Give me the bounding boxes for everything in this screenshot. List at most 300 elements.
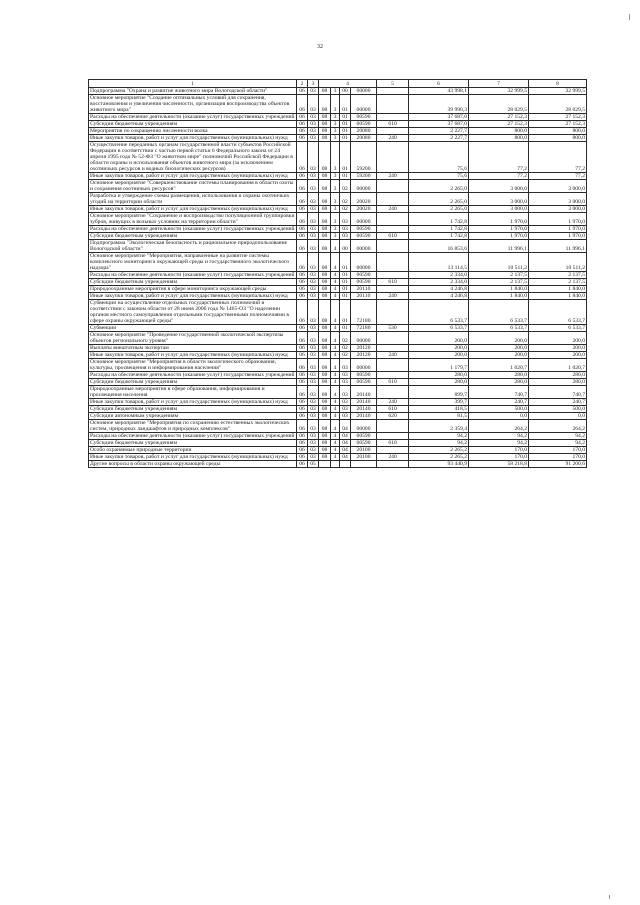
program-code: 08 xyxy=(319,95,331,114)
direction-code: 00590 xyxy=(351,121,377,128)
row-name: Природоохранные мероприятия в сфере образования, информирования и просвещения населения xyxy=(89,386,297,399)
amount-col-8: 240,7 xyxy=(529,399,587,406)
activity-code: 03 xyxy=(340,213,351,226)
expense-type xyxy=(377,300,409,325)
subprogram-code: 4 xyxy=(331,379,340,386)
amount-col-8: 0,0 xyxy=(529,413,587,420)
subprogram-code: 4 xyxy=(331,447,340,454)
amount-col-8: 800,0 xyxy=(529,128,587,135)
scan-edge-mark xyxy=(609,895,610,899)
row-name: Субсидии бюджетным учреждениям xyxy=(89,440,297,447)
subsection-code: 03 xyxy=(308,345,319,352)
row-name: Субсидии бюджетным учреждениям xyxy=(89,379,297,386)
subsection-code: 03 xyxy=(308,386,319,399)
section-code: 06 xyxy=(297,213,308,226)
program-code: 08 xyxy=(319,193,331,206)
activity-code: 02 xyxy=(340,206,351,213)
section-code: 06 xyxy=(297,420,308,433)
amount-col-7: 1 020,7 xyxy=(469,359,529,372)
subprogram-code: 4 xyxy=(331,440,340,447)
activity-code: 01 xyxy=(340,135,351,142)
direction-code: 20080 xyxy=(351,135,377,142)
amount-col-6: 93 440,9 xyxy=(409,461,469,468)
expense-type xyxy=(377,420,409,433)
activity-code: 03 xyxy=(340,413,351,420)
expense-type: 240 xyxy=(377,454,409,461)
amount-col-7: 94,2 xyxy=(469,433,529,440)
direction-code: 20140 xyxy=(351,386,377,399)
table-row xyxy=(89,233,587,240)
row-name: Субвенции xyxy=(89,325,297,332)
subsection-code: 03 xyxy=(308,240,319,253)
direction-code: 72180 xyxy=(351,300,377,325)
activity-code: 01 xyxy=(340,293,351,300)
section-code: 06 xyxy=(297,386,308,399)
amount-col-7: 94,2 xyxy=(469,440,529,447)
section-code: 06 xyxy=(297,325,308,332)
amount-col-6: 2 265,0 xyxy=(409,180,469,193)
table-row xyxy=(89,128,587,135)
section-code: 06 xyxy=(297,433,308,440)
table-row xyxy=(89,95,587,114)
subsection-code: 03 xyxy=(308,379,319,386)
table-row xyxy=(89,420,587,433)
amount-col-6: 37 687,0 xyxy=(409,114,469,121)
subprogram-code: 3 xyxy=(331,142,340,173)
direction-code: 00000 xyxy=(351,359,377,372)
section-code: 06 xyxy=(297,180,308,193)
amount-col-8: 6 533,7 xyxy=(529,325,587,332)
subsection-code: 03 xyxy=(308,352,319,359)
column-header: 4 xyxy=(319,80,377,88)
amount-col-8: 6 533,7 xyxy=(529,300,587,325)
section-code: 06 xyxy=(297,332,308,345)
amount-col-8: 3 000,0 xyxy=(529,180,587,193)
expense-type: 610 xyxy=(377,406,409,413)
amount-col-6: 75,6 xyxy=(409,142,469,173)
expense-type xyxy=(377,372,409,379)
amount-col-7: 0,0 xyxy=(469,413,529,420)
amount-col-8: 32 999,5 xyxy=(529,88,587,95)
subprogram-code: 3 xyxy=(331,193,340,206)
expense-type: 240 xyxy=(377,173,409,180)
amount-col-7: 800,0 xyxy=(469,128,529,135)
expense-type: 620 xyxy=(377,413,409,420)
subsection-code: 03 xyxy=(308,325,319,332)
direction-code: 00000 xyxy=(351,240,377,253)
subsection-code: 03 xyxy=(308,332,319,345)
table-row xyxy=(89,433,587,440)
subsection-code: 03 xyxy=(308,213,319,226)
table-row xyxy=(89,332,587,345)
expense-type: 240 xyxy=(377,399,409,406)
table-row xyxy=(89,226,587,233)
subsection-code: 03 xyxy=(308,420,319,433)
section-code: 06 xyxy=(297,454,308,461)
expense-type xyxy=(377,142,409,173)
amount-col-8: 170,0 xyxy=(529,447,587,454)
row-name: Основное мероприятие "Сохранение и воспроизводство популяционной группировки зубров, живущих в вольных условиях на территории области" xyxy=(90,213,295,225)
expense-type: 530 xyxy=(377,325,409,332)
amount-col-8: 200,0 xyxy=(529,345,587,352)
row-name: Основное мероприятие "Совершенствование системы планирования в области охоты и сохранения охотничьих ресурсов" xyxy=(89,180,297,193)
program-code: 08 xyxy=(319,114,331,121)
section-code: 06 xyxy=(297,286,308,293)
expense-type xyxy=(377,253,409,272)
row-name: Осуществление переданных органам государственной власти субъектов Российской Федерации в соответствии с частью первой статьи 6 Федерального закона от 24 апреля 1995 года № 52-ФЗ "О животном мире" полномочий Российской Федерации в области охраны и использования объектов животного мира (за исключением охотничьих ресурсов и водных биологических ресурсов) xyxy=(89,142,297,173)
activity-code: 01 xyxy=(340,325,351,332)
subsection-code: 03 xyxy=(308,135,319,142)
expense-type: 610 xyxy=(377,379,409,386)
direction-code: 00000 xyxy=(351,420,377,433)
program-code: 08 xyxy=(319,454,331,461)
subsection-code: 03 xyxy=(308,114,319,121)
program-code xyxy=(319,461,331,468)
activity-code: 01 xyxy=(340,279,351,286)
program-code: 08 xyxy=(319,142,331,173)
amount-col-8: 200,0 xyxy=(529,352,587,359)
activity-code xyxy=(340,461,351,468)
row-name: Основное мероприятие "Создание оптимальных условий для сохранения, восстановления и увеличения численности, организация воспроизводства объектов животного мира" xyxy=(89,95,297,114)
subsection-code: 03 xyxy=(308,279,319,286)
subsection-code: 03 xyxy=(308,286,319,293)
row-name: Мероприятия по сокращению численности волка xyxy=(89,128,297,135)
amount-col-7: 2 137,5 xyxy=(469,272,529,279)
amount-col-6: 94,2 xyxy=(409,433,469,440)
subprogram-code: 4 xyxy=(331,279,340,286)
amount-col-8: 1 970,0 xyxy=(529,226,587,233)
amount-col-7: 170,0 xyxy=(469,447,529,454)
program-code: 08 xyxy=(319,359,331,372)
section-code: 06 xyxy=(297,359,308,372)
subsection-code: 03 xyxy=(308,293,319,300)
amount-col-6: 2 265,0 xyxy=(409,193,469,206)
program-code: 08 xyxy=(319,135,331,142)
table-row xyxy=(89,180,587,193)
scan-edge-mark xyxy=(629,14,630,20)
subsection-code: 03 xyxy=(308,300,319,325)
subprogram-code: 3 xyxy=(331,95,340,114)
table-row xyxy=(89,386,587,399)
amount-col-6: 94,2 xyxy=(409,440,469,447)
row-name: Субсидии бюджетным учреждениям xyxy=(89,121,297,128)
expense-type: 610 xyxy=(377,440,409,447)
amount-col-6: 81,5 xyxy=(409,413,469,420)
table-row xyxy=(89,253,587,272)
amount-col-8: 740,7 xyxy=(529,386,587,399)
direction-code: 00590 xyxy=(351,440,377,447)
row-name: Расходы на обеспечение деятельности (оказание услуг) государственных учреждений xyxy=(90,372,295,378)
section-code: 06 xyxy=(297,253,308,272)
section-code: 06 xyxy=(297,193,308,206)
section-code: 06 xyxy=(297,88,308,95)
direction-code: 59200 xyxy=(351,173,377,180)
direction-code: 00590 xyxy=(351,272,377,279)
row-name: Иные закупки товаров, работ и услуг для государственных (муниципальных) нужд xyxy=(89,206,297,213)
amount-col-7: 27 152,3 xyxy=(469,114,529,121)
activity-code: 02 xyxy=(340,352,351,359)
amount-col-6: 2 265,0 xyxy=(409,206,469,213)
expense-type xyxy=(377,332,409,345)
table-row xyxy=(89,240,587,253)
subprogram-code: 3 xyxy=(331,180,340,193)
row-name: Выплаты внештатным экспертам xyxy=(89,345,297,352)
row-name: Иные закупки товаров, работ и услуг для государственных (муниципальных) нужд xyxy=(89,454,297,461)
subprogram-code: 4 xyxy=(331,253,340,272)
amount-col-6: 899,7 xyxy=(409,386,469,399)
direction-code: 20020 xyxy=(351,206,377,213)
program-code: 08 xyxy=(319,433,331,440)
subsection-code: 05 xyxy=(308,461,319,468)
subprogram-code xyxy=(331,461,340,468)
program-code: 08 xyxy=(319,233,331,240)
amount-col-7: 280,0 xyxy=(469,379,529,386)
section-code: 06 xyxy=(297,300,308,325)
table-row xyxy=(89,461,587,468)
expense-type xyxy=(377,180,409,193)
direction-code: 20140 xyxy=(351,413,377,420)
table-row xyxy=(89,88,587,95)
section-code: 06 xyxy=(297,233,308,240)
expense-type xyxy=(377,95,409,114)
program-code: 08 xyxy=(319,447,331,454)
table-row xyxy=(89,193,587,206)
column-header: 6 xyxy=(409,80,469,88)
section-code: 06 xyxy=(297,372,308,379)
amount-col-6: 4 246,8 xyxy=(409,293,469,300)
subprogram-code: 4 xyxy=(331,300,340,325)
subprogram-code: 3 xyxy=(331,88,340,95)
amount-col-7: 77,2 xyxy=(469,142,529,173)
subsection-code: 03 xyxy=(308,121,319,128)
activity-code: 04 xyxy=(340,440,351,447)
row-name: Расходы на обеспечение деятельности (оказание услуг) государственных учреждений xyxy=(90,114,295,120)
activity-code: 02 xyxy=(340,180,351,193)
direction-code: 20100 xyxy=(351,447,377,454)
activity-code: 04 xyxy=(340,433,351,440)
subsection-code: 03 xyxy=(308,359,319,372)
activity-code: 01 xyxy=(340,95,351,114)
expense-type xyxy=(377,345,409,352)
activity-code: 01 xyxy=(340,142,351,173)
amount-col-8: 3 000,0 xyxy=(529,193,587,206)
section-code: 06 xyxy=(297,272,308,279)
subprogram-code: 4 xyxy=(331,332,340,345)
program-code: 08 xyxy=(319,180,331,193)
amount-col-6: 200,0 xyxy=(409,352,469,359)
subprogram-code: 4 xyxy=(331,293,340,300)
expense-type xyxy=(377,272,409,279)
amount-col-8: 200,0 xyxy=(529,332,587,345)
table-row xyxy=(89,447,587,454)
subprogram-code: 4 xyxy=(331,386,340,399)
expense-type xyxy=(377,447,409,454)
amount-col-6: 16 853,6 xyxy=(409,240,469,253)
amount-col-8: 27 152,3 xyxy=(529,114,587,121)
subprogram-code: 4 xyxy=(331,433,340,440)
table-row xyxy=(89,286,587,293)
subprogram-code: 4 xyxy=(331,399,340,406)
program-code: 08 xyxy=(319,399,331,406)
subsection-code: 03 xyxy=(308,226,319,233)
amount-col-7: 58 218,8 xyxy=(469,461,529,468)
amount-col-7: 264,2 xyxy=(469,420,529,433)
amount-col-7: 28 029,5 xyxy=(469,95,529,114)
table-row xyxy=(89,325,587,332)
amount-col-8: 1 970,0 xyxy=(529,233,587,240)
expense-type xyxy=(377,433,409,440)
amount-col-8: 94,2 xyxy=(529,440,587,447)
table-row xyxy=(89,173,587,180)
direction-code: 72180 xyxy=(351,325,377,332)
amount-col-7: 1 840,0 xyxy=(469,286,529,293)
row-name: Основное мероприятие "Проведение государственной экологической экспертизы объектов регионального уровня" xyxy=(89,332,297,345)
expense-type xyxy=(377,128,409,135)
activity-code: 03 xyxy=(340,399,351,406)
subprogram-code: 3 xyxy=(331,173,340,180)
activity-code: 01 xyxy=(340,121,351,128)
subsection-code: 03 xyxy=(308,372,319,379)
subsection-code: 03 xyxy=(308,253,319,272)
expense-type: 610 xyxy=(377,233,409,240)
section-code: 06 xyxy=(297,173,308,180)
section-code: 06 xyxy=(297,345,308,352)
table-row xyxy=(89,293,587,300)
program-code: 08 xyxy=(319,293,331,300)
activity-code: 00 xyxy=(340,240,351,253)
amount-col-8: 280,0 xyxy=(529,372,587,379)
amount-col-6: 2 334,0 xyxy=(409,279,469,286)
subsection-code: 03 xyxy=(308,447,319,454)
amount-col-7: 280,0 xyxy=(469,372,529,379)
expense-type xyxy=(377,359,409,372)
program-code: 08 xyxy=(319,300,331,325)
activity-code: 01 xyxy=(340,300,351,325)
row-name: Основное мероприятие "Мероприятия по сохранению естественных экологических систем, природных ландшафтов и природных комплексов" xyxy=(89,420,297,433)
subprogram-code: 3 xyxy=(331,121,340,128)
table-row xyxy=(89,406,587,413)
expense-type xyxy=(377,461,409,468)
amount-col-6: 280,0 xyxy=(409,379,469,386)
expense-type: 240 xyxy=(377,135,409,142)
direction-code: 20140 xyxy=(351,406,377,413)
column-header: 8 xyxy=(529,80,587,88)
amount-col-6: 2 265,2 xyxy=(409,454,469,461)
expense-type xyxy=(377,226,409,233)
amount-col-8: 2 137,5 xyxy=(529,279,587,286)
table-row xyxy=(89,300,587,325)
direction-code: 00590 xyxy=(351,114,377,121)
subprogram-code: 3 xyxy=(331,233,340,240)
activity-code: 01 xyxy=(340,253,351,272)
amount-col-8: 77,2 xyxy=(529,173,587,180)
amount-col-8: 27 152,3 xyxy=(529,121,587,128)
activity-code: 00 xyxy=(340,88,351,95)
amount-col-6: 1 742,8 xyxy=(409,213,469,226)
amount-col-7: 1 970,0 xyxy=(469,233,529,240)
section-code: 06 xyxy=(297,206,308,213)
amount-col-7: 6 533,7 xyxy=(469,325,529,332)
amount-col-7: 3 000,0 xyxy=(469,180,529,193)
amount-col-8: 170,0 xyxy=(529,454,587,461)
subprogram-code: 4 xyxy=(331,345,340,352)
row-name: Разработка и утверждение схемы размещения, использования и охраны охотничьих угодий на территории области xyxy=(89,193,297,206)
table-row xyxy=(89,399,587,406)
subprogram-code: 4 xyxy=(331,240,340,253)
program-code: 08 xyxy=(319,440,331,447)
section-code: 06 xyxy=(297,379,308,386)
table-row xyxy=(89,359,587,372)
amount-col-8: 1 840,0 xyxy=(529,293,587,300)
expense-type: 240 xyxy=(377,206,409,213)
amount-col-7: 11 996,1 xyxy=(469,240,529,253)
direction-code: 00590 xyxy=(351,233,377,240)
amount-col-7: 200,0 xyxy=(469,352,529,359)
program-code: 08 xyxy=(319,213,331,226)
table-row xyxy=(89,372,587,379)
section-code: 06 xyxy=(297,447,308,454)
amount-col-6: 2 334,0 xyxy=(409,272,469,279)
activity-code: 01 xyxy=(340,173,351,180)
row-name: Особо охраняемые природные территории xyxy=(89,447,297,454)
column-header: 1 xyxy=(89,80,297,88)
program-code: 08 xyxy=(319,206,331,213)
amount-col-7: 32 999,5 xyxy=(469,88,529,95)
activity-code: 04 xyxy=(340,420,351,433)
amount-col-6: 399,7 xyxy=(409,399,469,406)
direction-code: 00590 xyxy=(351,226,377,233)
amount-col-7: 1 970,0 xyxy=(469,213,529,226)
row-name: Расходы на обеспечение деятельности (оказание услуг) государственных учреждений xyxy=(90,272,295,278)
column-header: 3 xyxy=(308,80,319,88)
direction-code: 00000 xyxy=(351,95,377,114)
amount-col-8: 280,0 xyxy=(529,379,587,386)
subprogram-code: 4 xyxy=(331,406,340,413)
amount-col-7: 3 000,0 xyxy=(469,193,529,206)
direction-code: 20120 xyxy=(351,352,377,359)
row-name: Субвенции на осуществление отдельных государственных полномочий в соответствии с законом области от 28 июня 2006 года № 1465-ОЗ "О наделении органов местного самоуправления отдельными государственными полномочиями в сфере охраны окружающей среды" xyxy=(89,300,297,325)
subprogram-code: 4 xyxy=(331,454,340,461)
section-code: 06 xyxy=(297,135,308,142)
program-code: 08 xyxy=(319,88,331,95)
expense-type xyxy=(377,213,409,226)
activity-code: 01 xyxy=(340,272,351,279)
table-row xyxy=(89,345,587,352)
amount-col-8: 28 029,5 xyxy=(529,95,587,114)
subprogram-code: 4 xyxy=(331,286,340,293)
direction-code: 00000 xyxy=(351,213,377,226)
direction-code: 20110 xyxy=(351,286,377,293)
section-code: 06 xyxy=(297,352,308,359)
activity-code: 03 xyxy=(340,406,351,413)
row-name: Расходы на обеспечение деятельности (оказание услуг) государственных учреждений xyxy=(90,433,295,439)
subprogram-code: 3 xyxy=(331,206,340,213)
amount-col-7: 200,0 xyxy=(469,332,529,345)
table-row xyxy=(89,413,587,420)
row-name: Субсидии бюджетным учреждениям xyxy=(89,279,297,286)
section-code: 06 xyxy=(297,293,308,300)
subsection-code: 03 xyxy=(308,413,319,420)
subprogram-code: 3 xyxy=(331,114,340,121)
amount-col-7: 6 533,7 xyxy=(469,300,529,325)
direction-code: 00590 xyxy=(351,433,377,440)
table-row xyxy=(89,142,587,173)
section-code: 06 xyxy=(297,226,308,233)
subsection-code: 03 xyxy=(308,272,319,279)
column-header: 7 xyxy=(469,80,529,88)
activity-code: 04 xyxy=(340,454,351,461)
expense-type: 240 xyxy=(377,352,409,359)
